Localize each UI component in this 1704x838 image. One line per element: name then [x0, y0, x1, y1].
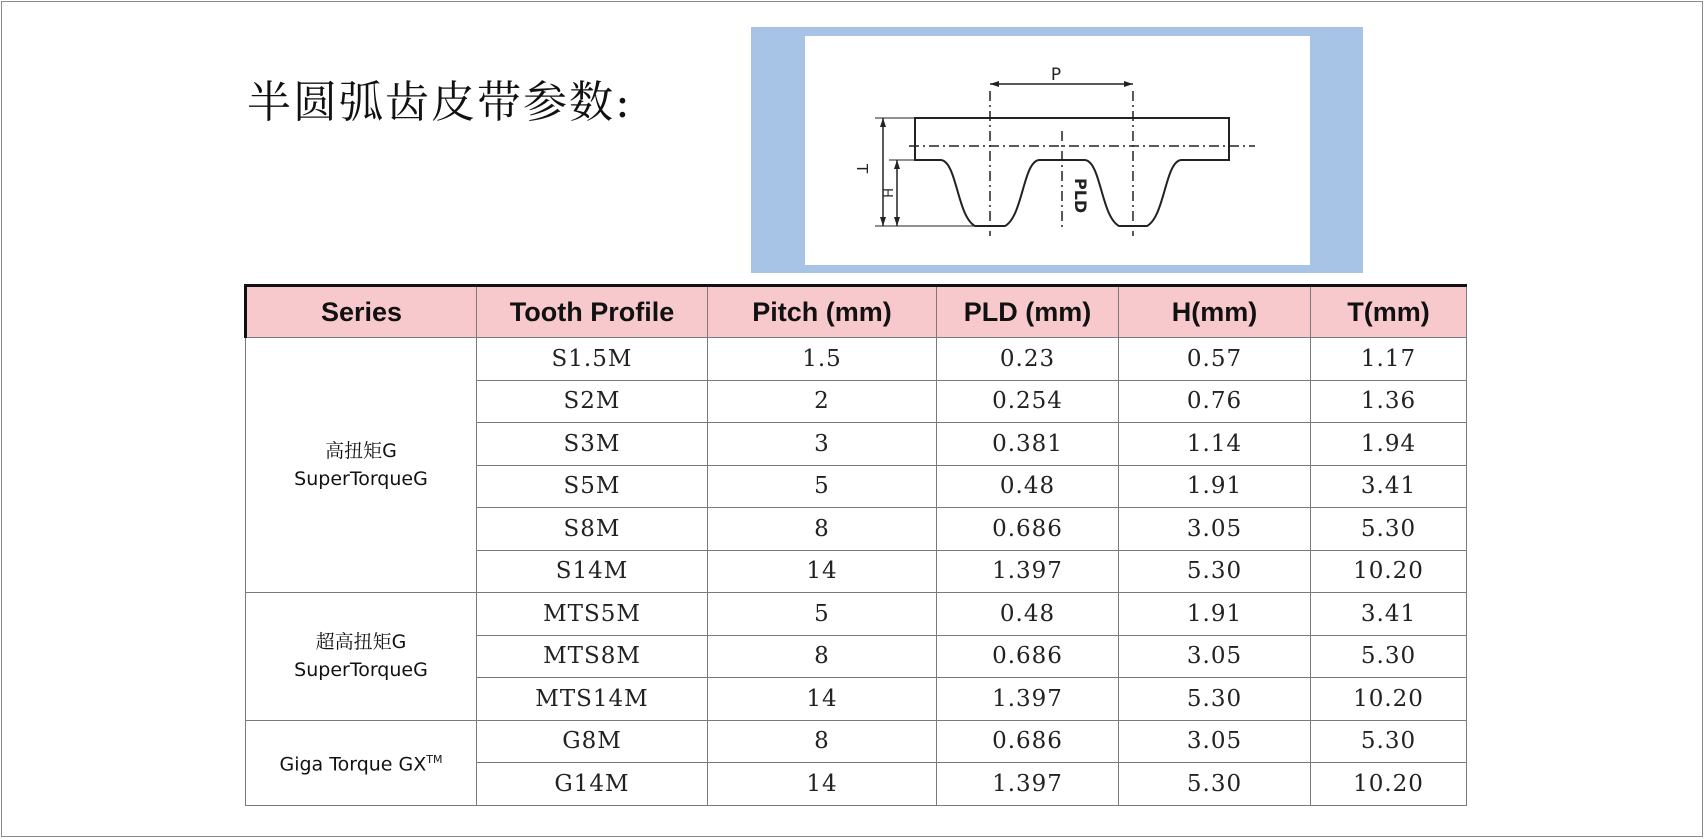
profile-cell: S14M	[477, 550, 708, 593]
profile-cell: S1.5M	[477, 338, 708, 381]
pld-cell: 0.48	[937, 593, 1119, 636]
table-header-row	[246, 286, 1467, 338]
belt-diagram	[751, 27, 1363, 273]
series-cell	[246, 720, 477, 805]
profile-cell: MTS8M	[477, 635, 708, 678]
t-cell: 3.41	[1311, 465, 1467, 508]
series-name-en: SuperTorqueG	[294, 659, 428, 682]
h-cell: 5.30	[1119, 550, 1311, 593]
header-t: T(mm)	[1311, 286, 1467, 338]
h-cell: 0.57	[1119, 338, 1311, 381]
t-cell: 5.30	[1311, 635, 1467, 678]
h-cell: 5.30	[1119, 678, 1311, 721]
profile-cell: G8M	[477, 720, 708, 763]
series-cell	[246, 338, 477, 593]
series-name-en: SuperTorqueG	[294, 468, 428, 490]
profile-cell: S3M	[477, 423, 708, 466]
belt-diagram-canvas	[805, 36, 1310, 265]
pitch-cell: 1.5	[708, 338, 937, 381]
h-cell: 3.05	[1119, 508, 1311, 551]
pld-cell: 0.254	[937, 380, 1119, 423]
pld-cell: 0.686	[937, 635, 1119, 678]
h-cell: 1.91	[1119, 465, 1311, 508]
pld-cell: 0.686	[937, 720, 1119, 763]
h-cell: 3.05	[1119, 635, 1311, 678]
t-cell: 10.20	[1311, 678, 1467, 721]
pitch-cell: 8	[708, 508, 937, 551]
pitch-cell: 8	[708, 720, 937, 763]
header-pld: PLD (mm)	[937, 286, 1119, 338]
pitch-cell: 14	[708, 763, 937, 806]
series-name-en: Giga Torque GX	[279, 753, 427, 776]
pld-cell: 0.23	[937, 338, 1119, 381]
t-cell: 10.20	[1311, 763, 1467, 806]
pitch-cell: 5	[708, 465, 937, 508]
series-name-cn: 超高扭矩G	[315, 631, 407, 654]
t-cell: 5.30	[1311, 508, 1467, 551]
h-cell: 5.30	[1119, 763, 1311, 806]
profile-cell: G14M	[477, 763, 708, 806]
label-p: P	[1050, 65, 1062, 85]
profile-cell: S2M	[477, 380, 708, 423]
t-cell: 5.30	[1311, 720, 1467, 763]
pitch-cell: 2	[708, 380, 937, 423]
pld-cell: 0.686	[937, 508, 1119, 551]
h-cell: 3.05	[1119, 720, 1311, 763]
t-cell: 1.36	[1311, 380, 1467, 423]
header-tooth-profile: Tooth Profile	[477, 286, 708, 338]
label-pld: PLD	[1071, 178, 1090, 214]
pld-cell: 1.397	[937, 550, 1119, 593]
pld-cell: 1.397	[937, 678, 1119, 721]
pld-cell: 1.397	[937, 763, 1119, 806]
series-cell	[246, 593, 477, 721]
profile-cell: S5M	[477, 465, 708, 508]
series-name-cn: 高扭矩G	[325, 440, 397, 462]
pitch-cell: 14	[708, 550, 937, 593]
trademark-mark: TM	[426, 753, 443, 767]
profile-cell: MTS14M	[477, 678, 708, 721]
table-row	[246, 593, 1467, 636]
table-row	[246, 720, 1467, 763]
h-cell: 1.14	[1119, 423, 1311, 466]
header-series: Series	[246, 286, 477, 338]
belt-profile-drawing	[805, 36, 1310, 265]
pld-cell: 0.381	[937, 423, 1119, 466]
profile-cell: S8M	[477, 508, 708, 551]
t-cell: 1.94	[1311, 423, 1467, 466]
table-row	[246, 338, 1467, 381]
t-cell: 1.17	[1311, 338, 1467, 381]
pitch-cell: 5	[708, 593, 937, 636]
header-h: H(mm)	[1119, 286, 1311, 338]
pitch-cell: 8	[708, 635, 937, 678]
page-title: 半圆弧齿皮带参数:	[247, 77, 632, 128]
belt-spec-table	[244, 284, 1467, 806]
label-h: H	[879, 188, 894, 198]
profile-cell: MTS5M	[477, 593, 708, 636]
t-cell: 10.20	[1311, 550, 1467, 593]
header-pitch: Pitch (mm)	[708, 286, 937, 338]
h-cell: 1.91	[1119, 593, 1311, 636]
pitch-cell: 14	[708, 678, 937, 721]
t-cell: 3.41	[1311, 593, 1467, 636]
pld-cell: 0.48	[937, 465, 1119, 508]
pitch-cell: 3	[708, 423, 937, 466]
h-cell: 0.76	[1119, 380, 1311, 423]
label-t: T	[853, 164, 871, 174]
